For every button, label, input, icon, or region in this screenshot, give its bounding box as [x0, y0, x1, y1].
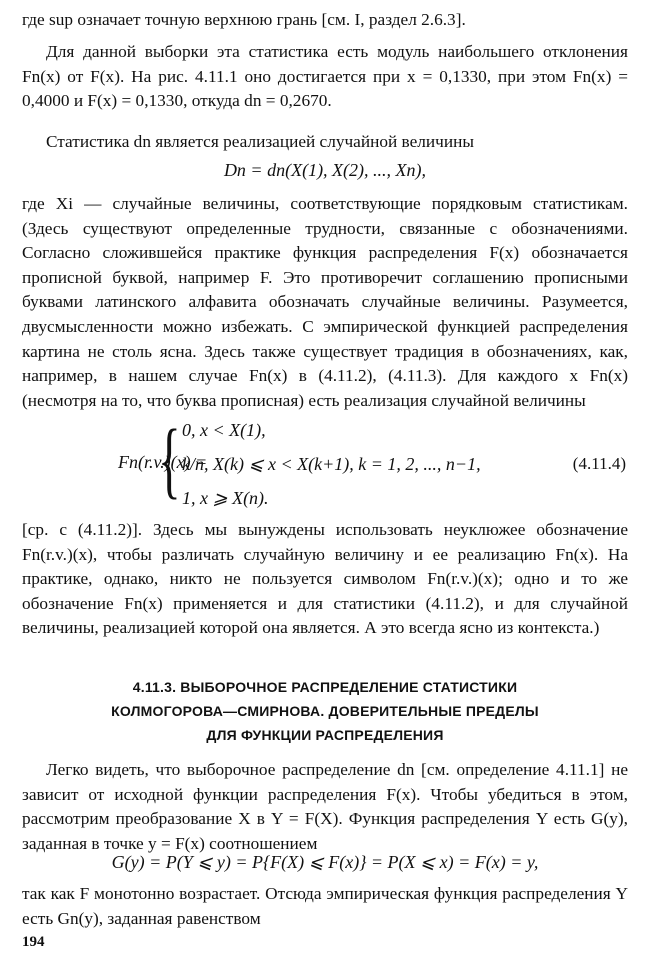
- equation-number: (4.11.4): [572, 454, 626, 473]
- equation-cases-lhs: Fn(r.v.)(x) =: [118, 452, 208, 472]
- equation-dn: Dn = dn(X(1), X(2), ..., Xn),: [223, 160, 427, 180]
- equation-case-row-1: 0, x < X(1),: [182, 420, 266, 440]
- paragraph-sup-definition: где sup означает точную верхнюю грань [см. I, раздел 2.6.3].: [22, 10, 466, 29]
- section-heading-line-3: ДЛЯ ФУНКЦИИ РАСПРЕДЕЛЕНИЯ: [206, 727, 444, 743]
- section-heading-line-1: 4.11.3. ВЫБОРОЧНОЕ РАСПРЕДЕЛЕНИЕ СТАТИСТИКИ: [132, 679, 518, 695]
- equation-case-row-3: 1, x ⩾ X(n).: [182, 488, 269, 508]
- left-brace-icon: {: [158, 411, 181, 507]
- paragraph-statistic-realization: Статистика dn является реализацией случайной величины: [46, 132, 474, 151]
- page-number: 194: [22, 934, 45, 950]
- paragraph-notation-remark: [ср. с (4.11.2)]. Здесь мы вынуждены использовать неуклюжее обозначение Fn(r.v.)(x), чтобы различать случайную величину и ее реализацию Fn(x). На практике, однако, никто не пользуется символом Fn(r.v.)(x); одно и то же обозначение Fn(x) применяется и для статистики (4.11.2), и для случайной величины, реализацией которой она является. А это всегда ясно из контекста.): [22, 520, 628, 638]
- paragraph-sample-deviation: Для данной выборки эта статистика есть модуль наибольшего отклонения Fn(x) от F(x). На рис. 4.11.1 оно достигается при x = 0,1330, при этом Fn(x) = 0,4000 и F(x) = 0,1330, откуда dn = 0,2670.: [22, 42, 628, 111]
- equation-case-row-2: k/n, X(k) ⩽ x < X(k+1), k = 1, 2, ..., n−1,: [182, 454, 481, 474]
- section-heading-line-2: КОЛМОГОРОВА—СМИРНОВА. ДОВЕРИТЕЛЬНЫЕ ПРЕДЕЛЫ: [111, 703, 539, 719]
- equation-g-of-y: G(y) = P(Y ⩽ y) = P{F(X) ⩽ F(x)} = P(X ⩽ x) = F(x) = y,: [111, 852, 539, 872]
- paragraph-sampling-distribution: Легко видеть, что выборочное распределение dn [см. определение 4.11.1] не зависит от исходной функции распределения F(x). Чтобы убедиться в этом, рассмотрим преобразование X в Y = F(X). Функция распределения Y есть G(y), заданная в точке y = F(x) соотношением: [22, 760, 628, 853]
- paragraph-order-statistics: где Xi — случайные величины, соответствующие порядковым статистикам. (Здесь существуют определенные трудности, связанные с обозначениями. Согласно сложившейся практике функция распределения F(x) обозначается прописной буквой, например F. Это противоречит соглашению прописными буквами латинского алфавита обозначать случайные величины. Разумеется, двусмысленности можно избежать. С эмпирической функцией распределения картина не столь ясна. Здесь также существует традиция в обозначениях, как, например, в нашем случае Fn(x) в (4.11.2), (4.11.3). Для каждого x Fn(x) (несмотря на то, что буква прописная) есть реализация случайной величины: [22, 194, 628, 410]
- equation-cases-4-11-4: [0, 411, 650, 514]
- paragraph-empirical-function: так как F монотонно возрастает. Отсюда эмпирическая функция распределения Y есть Gn(y), заданная равенством: [22, 884, 628, 928]
